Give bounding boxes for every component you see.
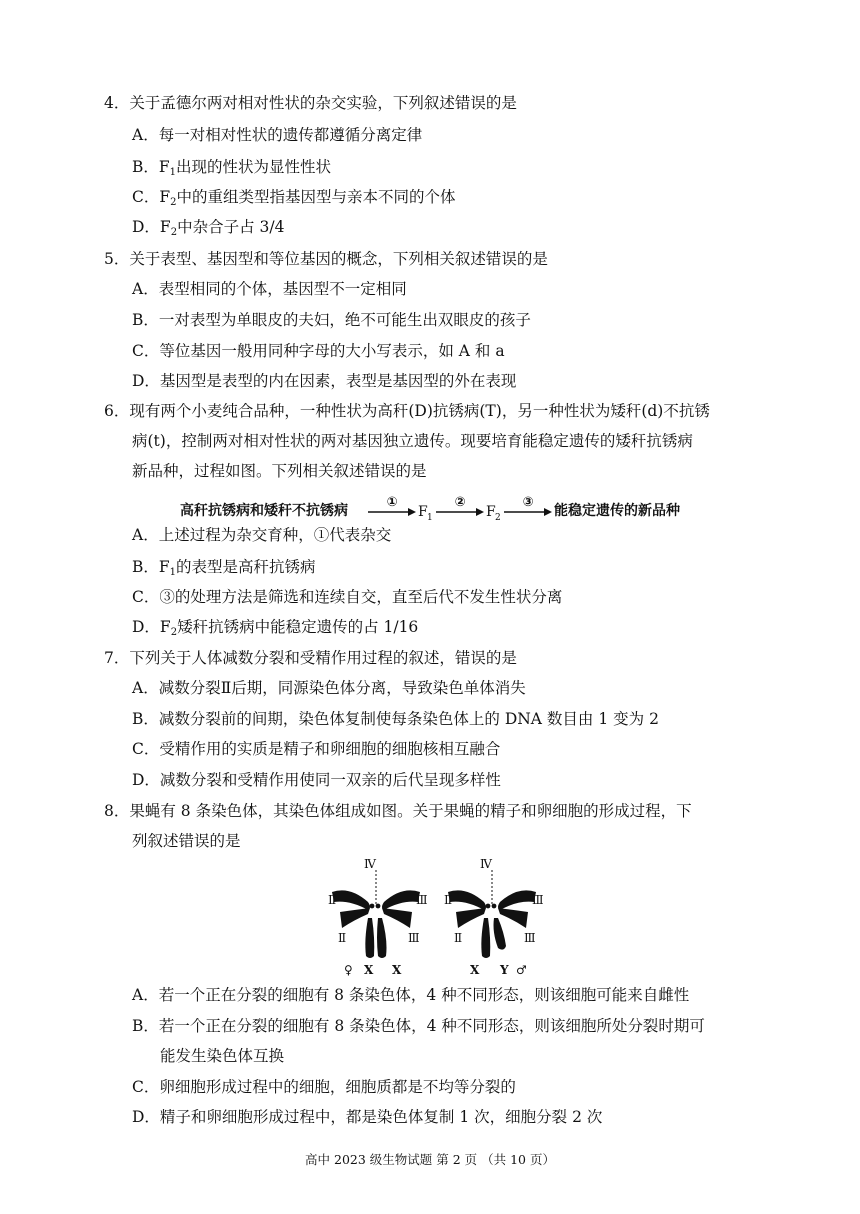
q8-option-b-line2: 能发生染色体互换 (160, 1047, 285, 1065)
flow-arrowhead-1 (408, 508, 416, 516)
q4-option-a: A．每一对相对性状的遗传都遵循分离定律 (132, 126, 423, 144)
flow-arrowhead-2 (476, 508, 484, 516)
q6-stem-line1: 6．现有两个小麦纯合品种，一种性状为高秆(D)抗锈病(T)，另一种性状为矮秆(d)不抗锈 (104, 402, 710, 420)
q8-option-b-line1: B．若一个正在分裂的细胞有 8 条染色体，4 种不同形态，则该细胞所处分裂时期可 (132, 1017, 705, 1035)
q8-option-a: A．若一个正在分裂的细胞有 8 条染色体，4 种不同形态，则该细胞可能来自雌性 (132, 986, 690, 1004)
female-label-iii-upper: Ⅲ (416, 893, 428, 907)
female-chromosome-iii-upper (382, 890, 420, 910)
q7-option-a: A．减数分裂Ⅱ后期，同源染色体分离，导致染色单体消失 (132, 679, 526, 697)
male-label-iv: Ⅳ (480, 857, 492, 871)
male-chromosome-y (494, 918, 507, 950)
male-chromosome-iii-lower (498, 908, 528, 928)
female-chromosome-iv-dot-2 (376, 904, 381, 909)
male-label-x: X (470, 963, 480, 977)
q5-option-a: A．表型相同的个体，基因型不一定相同 (132, 280, 407, 298)
q7-option-c: C．受精作用的实质是精子和卵细胞的细胞核相互融合 (132, 740, 501, 758)
page-footer: 高中 2023 级生物试题 第 2 页 （共 10 页） (305, 1152, 555, 1167)
q8-option-c: C．卵细胞形成过程中的细胞，细胞质都是不均等分裂的 (132, 1078, 516, 1096)
male-label-y: Y (500, 963, 509, 977)
male-chromosome-ii-lower (456, 908, 486, 928)
fruit-fly-chromosome-figure (320, 852, 560, 980)
female-chromosome-ii-lower (340, 908, 370, 928)
q4-option-c: C．$F_2$中的重组类型指基因型与亲本不同的个体 (132, 188, 456, 208)
flow-f1-label: F (418, 504, 428, 520)
q6-stem-line3: 新品种，过程如图。下列相关叙述错误的是 (132, 462, 427, 480)
male-chromosome-iv-dot-1 (486, 904, 491, 909)
male-karyotype (444, 857, 544, 977)
male-chromosome-x (481, 918, 490, 958)
q7-option-d: D．减数分裂和受精作用使同一双亲的后代呈现多样性 (132, 771, 501, 789)
male-label-ii-lower: Ⅱ (454, 931, 463, 945)
male-label-iii-lower: Ⅲ (524, 931, 536, 945)
flow-step2: ② (454, 496, 466, 510)
q7-option-b: B．减数分裂前的间期，染色体复制使每条染色体上的 DNA 数目由 1 变为 2 (132, 710, 659, 728)
q8-option-d: D．精子和卵细胞形成过程中，都是染色体复制 1 次，细胞分裂 2 次 (132, 1108, 603, 1126)
female-label-x-2: X (392, 963, 402, 977)
male-chromosome-ii-upper (448, 890, 486, 910)
flow-arrowhead-3 (544, 508, 552, 516)
male-chromosome-iii-upper (498, 890, 536, 910)
q8-stem-line2: 列叙述错误的是 (132, 832, 241, 850)
q5-stem: 5．关于表型、基因型和等位基因的概念，下列相关叙述错误的是 (104, 250, 548, 268)
male-chromosome-iv-dot-2 (492, 904, 497, 909)
q5-option-c: C．等位基因一般用同种字母的大小写表示，如 A 和 a (132, 342, 505, 360)
flow-f2-sub: 2 (495, 513, 501, 523)
female-label-iii-lower: Ⅲ (408, 931, 420, 945)
q7-stem: 7．下列关于人体减数分裂和受精作用过程的叙述，错误的是 (104, 649, 517, 667)
female-chromosome-iii-lower (382, 908, 412, 928)
female-chromosome-ii-upper (332, 890, 370, 910)
flow-f2-label: F (486, 504, 496, 520)
flow-end-label: 能稳定遗传的新品种 (554, 503, 680, 519)
q4-stem: 4．关于孟德尔两对相对性状的杂交实验，下列叙述错误的是 (104, 94, 517, 112)
q5-option-b: B．一对表型为单眼皮的夫妇，绝不可能生出双眼皮的孩子 (132, 311, 531, 329)
flow-step3: ③ (522, 496, 534, 510)
q6-option-a: A．上述过程为杂交育种，①代表杂交 (132, 526, 392, 544)
q5-option-d: D．基因型是表型的内在因素，表型是基因型的外在表现 (132, 372, 517, 390)
female-karyotype (328, 857, 428, 977)
female-label-iv: Ⅳ (364, 857, 376, 871)
q6-option-b: B．$F_1$的表型是高秆抗锈病 (132, 558, 316, 578)
flow-f1-sub: 1 (427, 513, 433, 523)
male-symbol: ♂ (516, 963, 527, 977)
female-label-x-1: X (364, 963, 374, 977)
male-label-iii-upper: Ⅲ (532, 893, 544, 907)
female-symbol: ♀ (344, 963, 353, 977)
flow-step1: ① (386, 496, 398, 510)
flow-start-label: 高秆抗锈病和矮秆不抗锈病 (180, 503, 348, 519)
q6-stem-line2: 病(t)，控制两对相对性状的两对基因独立遗传。现要培育能稳定遗传的矮秆抗锈病 (132, 432, 693, 450)
female-chromosome-iv-dot-1 (370, 904, 375, 909)
female-label-ii-upper: Ⅱ (328, 893, 337, 907)
female-label-ii-lower: Ⅱ (338, 931, 347, 945)
female-chromosome-x-1 (365, 918, 374, 958)
q6-option-d: D．$F_2$矮秆抗锈病中能稳定遗传的占 1/16 (132, 618, 419, 638)
q6-option-c: C．③的处理方法是筛选和连续自交，直至后代不发生性状分离 (132, 588, 563, 606)
male-label-ii-upper: Ⅱ (444, 893, 453, 907)
q4-option-d: D．$F_2$中杂合子占 3/4 (132, 218, 285, 238)
female-chromosome-x-2 (377, 918, 387, 958)
q4-option-b: B．$F_1$出现的性状为显性性状 (132, 158, 332, 178)
q8-stem-line1: 8．果蝇有 8 条染色体，其染色体组成如图。关于果蝇的精子和卵细胞的形成过程，下 (104, 802, 692, 820)
